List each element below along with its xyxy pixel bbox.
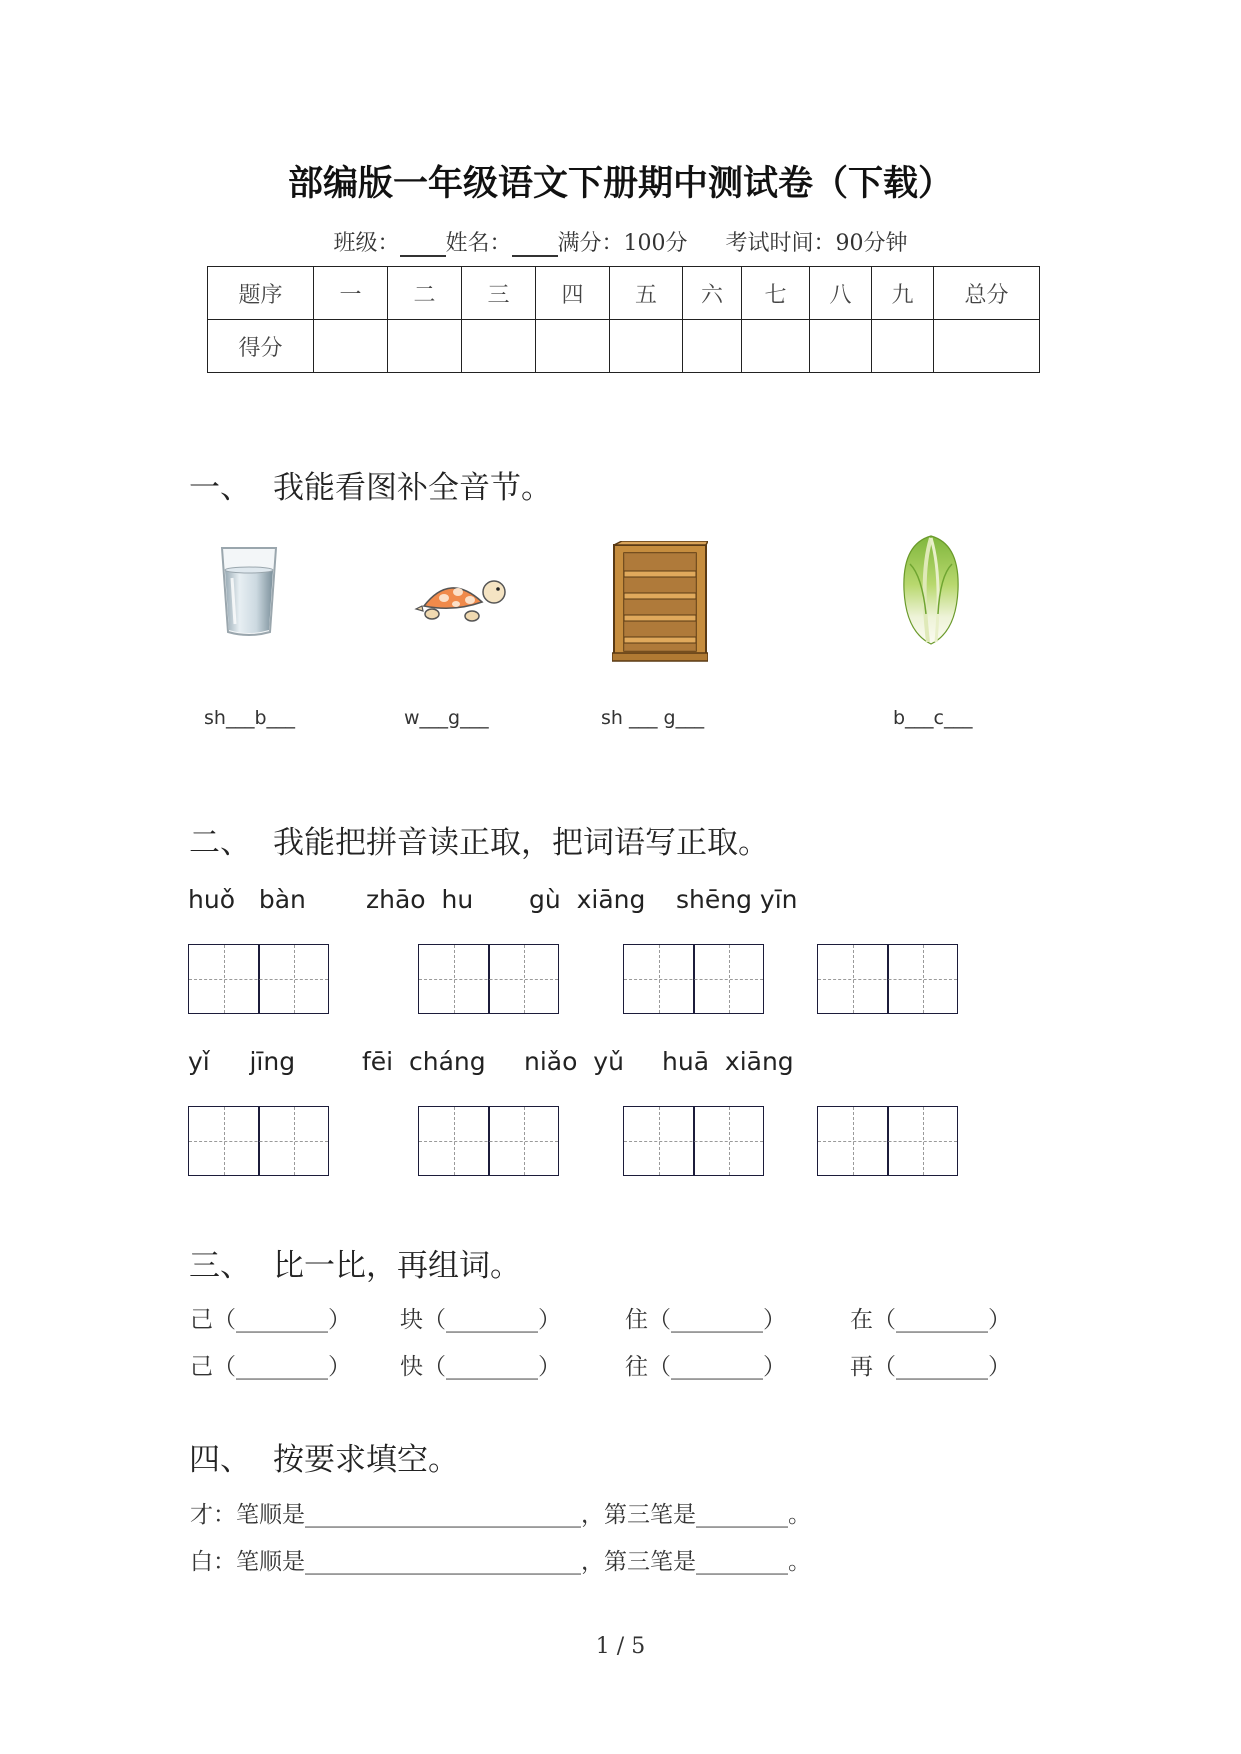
section-title: 我能把拼音读正取，把词语写正取。 [273, 825, 769, 861]
syllable-blank-4[interactable]: b___c___ [893, 707, 973, 729]
page-number: 1 / 5 [595, 1634, 646, 1659]
section-title: 按要求填空。 [273, 1442, 459, 1478]
score-header-cell: 一 [314, 267, 388, 320]
section-number: 二、 [189, 825, 251, 861]
score-table [207, 266, 1040, 373]
score-header-cell: 七 [742, 267, 810, 320]
writing-grid[interactable] [418, 1106, 559, 1176]
fill-line[interactable]: 白：笔顺是________________________，第三笔是________。 [190, 1549, 811, 1575]
writing-grid[interactable] [418, 944, 559, 1014]
cabbage-icon [898, 534, 964, 646]
writing-grid[interactable] [817, 944, 958, 1014]
syllable-blank-3[interactable]: sh ___ g___ [601, 707, 705, 729]
bookshelf-icon [612, 541, 708, 663]
score-header-cell: 二 [388, 267, 462, 320]
pinyin-word: fēi cháng [362, 1047, 486, 1076]
name-blank[interactable] [512, 235, 558, 257]
writing-grid[interactable] [188, 1106, 329, 1176]
name-label: 姓名： [445, 231, 512, 256]
score-header-cell: 六 [683, 267, 742, 320]
score-header-cell: 四 [536, 267, 610, 320]
score-header-cell: 八 [810, 267, 872, 320]
syllable-blank-2[interactable]: w___g___ [404, 707, 489, 729]
section-title: 我能看图补全音节。 [273, 470, 552, 506]
compare-item[interactable]: 己（________） [190, 1307, 351, 1333]
score-cell[interactable] [462, 320, 536, 373]
score-row [208, 320, 1040, 373]
section-number: 一、 [189, 470, 251, 506]
page-title: 部编版一年级语文下册期中测试卷（下载） [287, 164, 953, 204]
section-title: 比一比，再组词。 [273, 1248, 521, 1284]
pinyin-word: huā xiāng [662, 1047, 794, 1076]
score-cell[interactable] [683, 320, 742, 373]
compare-item[interactable]: 住（________） [625, 1307, 786, 1333]
score-header-cell: 九 [872, 267, 934, 320]
pinyin-word: huǒ bàn [188, 885, 306, 914]
section-number: 三、 [189, 1248, 251, 1284]
syllable-blank-1[interactable]: sh___b___ [204, 707, 296, 729]
score-row-label: 得分 [208, 320, 314, 373]
score-cell[interactable] [610, 320, 683, 373]
exam-info [0, 226, 1241, 257]
section-2-heading [189, 817, 769, 862]
pinyin-word: gù xiāng [529, 885, 646, 914]
compare-item[interactable]: 往（________） [625, 1354, 786, 1380]
section-number: 四、 [189, 1442, 251, 1478]
pinyin-word: shēng yīn [676, 885, 798, 914]
compare-item[interactable]: 己（________） [190, 1354, 351, 1380]
score-cell[interactable] [934, 320, 1040, 373]
water-glass-icon [218, 544, 280, 640]
class-blank[interactable] [400, 235, 446, 257]
writing-grid[interactable] [817, 1106, 958, 1176]
score-cell[interactable] [388, 320, 462, 373]
fill-line[interactable]: 才：笔顺是________________________，第三笔是________。 [190, 1502, 811, 1528]
score-cell[interactable] [742, 320, 810, 373]
section-4-heading [189, 1434, 459, 1479]
compare-item[interactable]: 块（________） [400, 1307, 561, 1333]
score-header-cell: 题序 [208, 267, 314, 320]
score-header-cell: 总分 [934, 267, 1040, 320]
pinyin-word: yǐ jīng [188, 1047, 296, 1076]
compare-item[interactable]: 快（________） [400, 1354, 561, 1380]
section-1-heading [189, 462, 552, 507]
score-cell[interactable] [536, 320, 610, 373]
full-score: 满分：100分 [557, 231, 688, 256]
score-cell[interactable] [314, 320, 388, 373]
exam-time: 考试时间：90分钟 [725, 231, 908, 256]
score-cell[interactable] [810, 320, 872, 373]
writing-grid[interactable] [623, 1106, 764, 1176]
writing-grid[interactable] [623, 944, 764, 1014]
score-header-cell: 三 [462, 267, 536, 320]
writing-grid[interactable] [188, 944, 329, 1014]
score-header-row [208, 267, 1040, 320]
class-label: 班级： [333, 231, 400, 256]
pinyin-word: niǎo yǔ [524, 1047, 624, 1076]
pinyin-word: zhāo hu [366, 885, 474, 914]
score-header-cell: 五 [610, 267, 683, 320]
compare-item[interactable]: 在（________） [850, 1307, 1011, 1333]
turtle-icon [414, 576, 512, 626]
score-cell[interactable] [872, 320, 934, 373]
compare-item[interactable]: 再（________） [850, 1354, 1011, 1380]
section-3-heading [189, 1240, 521, 1285]
